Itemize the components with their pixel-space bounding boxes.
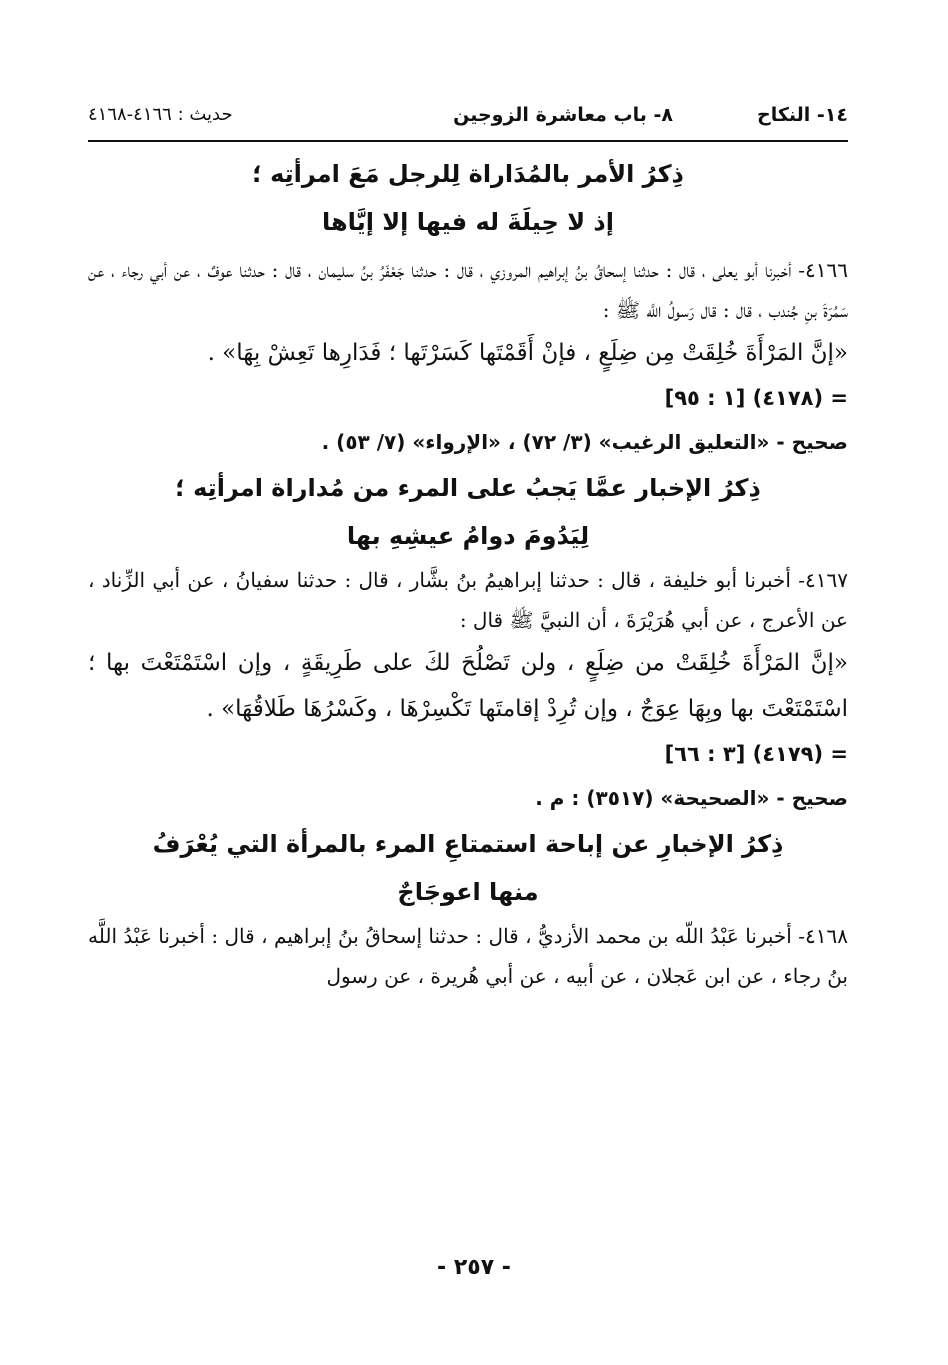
running-header bbox=[88, 100, 848, 140]
page-number: - ٢٥٧ - bbox=[437, 1255, 511, 1280]
hadith-matn-4167: «إنَّ المَرْأَةَ خُلِقَتْ من ضِلَعٍ ، ولن تَصْلُحَ لكَ على طَرِيقَةٍ ، وإن اسْتَمْتَعْتَ بها ؛ اسْتَمْتَعْتَ بها وبِهَا عِوَجٌ ، وإن تُرِدْ إقامتَها تَكْسِرْهَا ، وكَسْرُهَا طَلاقُهَا» . bbox=[88, 650, 848, 722]
heading-line: ذِكرُ الإخبار عمَّا يَجبُ على المرء من مُداراة امرأتِه ؛ bbox=[175, 474, 761, 502]
grading-4167: صحيح - «الصحيحة» (٣٥١٧) : م . bbox=[535, 786, 848, 810]
section-title: ٨- باب معاشرة الزوجين bbox=[453, 104, 673, 126]
hadith-isnad-4168: ٤١٦٨- أخبرنا عَبْدُ اللّه بن محمد الأزديُّ ، قال : حدثنا إسحاقُ بنُ إبراهيم ، قال : أخبرنا عَبْدُ اللَّه بنُ رجاء ، عن ابن عَجلان ، عن أبيه ، عن أبي هُريرة ، عن رسول bbox=[88, 924, 848, 988]
grading-4166: صحيح - «التعليق الرغيب» (٣/ ٧٢) ، «الإرواء» (٧/ ٥٣) . bbox=[321, 430, 848, 454]
section-heading-1 bbox=[88, 150, 848, 246]
section-heading-3 bbox=[88, 820, 848, 916]
hadith-matn-4166: «إنَّ المَرْأَةَ خُلِقَتْ مِن ضِلَعٍ ، فإنْ أَقَمْتَها كَسَرْتَها ؛ فَدَارِها تَعِشْ بِهَا» . bbox=[207, 340, 848, 366]
page-content bbox=[88, 150, 848, 996]
header-rule bbox=[88, 140, 848, 142]
heading-line: منها اعوجَاجٌ bbox=[397, 878, 539, 906]
heading-line: ذِكرُ الأمر بالمُدَاراة لِلرجل مَعَ امرأتِه ؛ bbox=[252, 160, 684, 188]
heading-line: إذ لا حِيلَةَ له فيها إلا إيَّاها bbox=[322, 208, 614, 236]
chapter-title: ١٤- النكاح bbox=[757, 104, 848, 126]
hadith-isnad-4166: ٤١٦٦- أخبرنا أبو يعلى ، قال : حدثنا إسحاقُ بنُ إبراهيم المروزي ، قال : حدثنا جَعْفَرُ بنُ سليمان ، قال : حدثنا عوفٌ ، عن أبي رجاء ، عن سَمُرَةَ بنِ جُندب ، قال : قال رَسولُ اللَّه ﷺ : bbox=[88, 258, 848, 322]
heading-line: ذِكرُ الإخبارِ عن إباحة استمتاعِ المرء بالمرأة التي يُعْرَفُ bbox=[152, 830, 784, 858]
cross-reference-4166: = (٤١٧٨) [١ : ٩٥] bbox=[664, 386, 848, 410]
hadith-range: حديث : ٤١٦٦-٤١٦٨ bbox=[88, 104, 233, 125]
cross-reference-4167: = (٤١٧٩) [٣ : ٦٦] bbox=[664, 742, 848, 766]
hadith-isnad-4167: ٤١٦٧- أخبرنا أبو خليفة ، قال : حدثنا إبراهيمُ بنُ بشَّار ، قال : حدثنا سفيانُ ، عن أبي الزِّناد ، عن الأعرج ، عن أبي هُرَيْرَةَ ، أن النبيَّ ﷺ قال : bbox=[88, 568, 848, 632]
heading-line: لِيَدُومَ دوامُ عيشِهِ بها bbox=[346, 522, 590, 550]
section-heading-2 bbox=[88, 464, 848, 560]
